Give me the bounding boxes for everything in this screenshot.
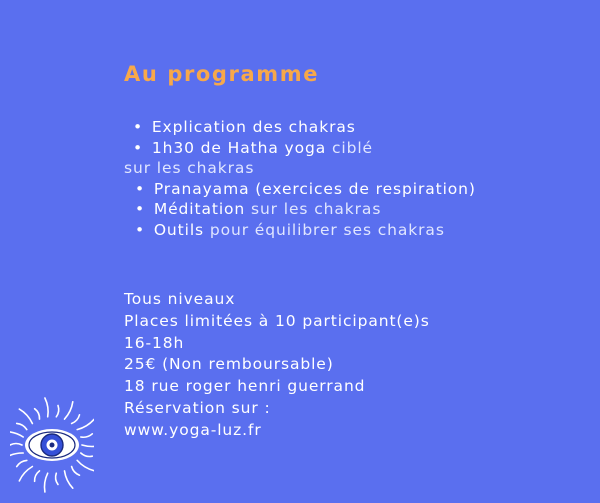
sun-ray — [77, 460, 94, 470]
list-item-text: Méditation — [153, 200, 246, 218]
bullet: • — [134, 179, 146, 198]
list-item-text: Explication des chakras — [151, 118, 356, 136]
sun-ray — [10, 453, 23, 458]
sun-ray — [65, 402, 73, 419]
list-item-text: Outils — [153, 220, 205, 239]
list-item — [124, 179, 476, 200]
sun-ray — [10, 444, 22, 446]
event-info — [124, 289, 430, 442]
program-list — [124, 117, 476, 240]
sun-ray — [19, 467, 32, 481]
bullet: • — [134, 200, 146, 218]
sun-ray — [65, 471, 73, 488]
sun-ray — [45, 398, 48, 417]
bullet: • — [132, 138, 144, 157]
sun-ray — [81, 434, 93, 437]
website-link[interactable]: www.yoga-luz.fr — [124, 420, 262, 439]
list-item-detail: sur les chakras — [245, 200, 382, 218]
sun-ray — [17, 460, 27, 466]
list-item — [124, 220, 476, 241]
sun-ray — [35, 471, 40, 481]
sun-ray — [82, 445, 94, 447]
places-text: Places limitées à 10 participant(e)s — [124, 311, 430, 330]
list-item-detail: pour équilibrer ses chakras — [204, 220, 445, 239]
list-item — [124, 138, 476, 159]
price-text: 25€ (Non remboursable) — [124, 355, 334, 374]
sun-ray — [44, 473, 47, 492]
level-text: Tous niveaux — [124, 290, 236, 308]
sun-ray — [17, 423, 27, 429]
address-text: 18 rue roger henri guerrand — [124, 377, 366, 396]
bullet: • — [134, 220, 146, 239]
list-item-text: 1h30 de Hatha yoga — [151, 138, 327, 157]
sun-ray — [81, 453, 93, 456]
sun-ray — [19, 409, 32, 423]
sun-ray — [72, 467, 80, 476]
list-item — [124, 117, 476, 138]
booking-label: Réservation sur : — [124, 398, 271, 417]
list-item-continuation: sur les chakras — [124, 159, 255, 177]
page-title: Au programme — [124, 62, 320, 86]
sun-ray — [56, 406, 58, 417]
bullet: • — [132, 118, 144, 136]
sun-ray — [72, 415, 80, 424]
sun-ray — [10, 432, 23, 437]
list-item-text: Pranayama (exercices de respiration) — [153, 179, 476, 198]
list-item — [124, 199, 476, 220]
eye-sunburst-icon — [10, 393, 94, 503]
time-text: 16-18h — [124, 333, 185, 352]
list-item-detail: ciblé — [326, 138, 373, 157]
sun-ray — [77, 419, 94, 429]
sun-ray — [56, 473, 58, 484]
sun-ray — [35, 409, 40, 419]
